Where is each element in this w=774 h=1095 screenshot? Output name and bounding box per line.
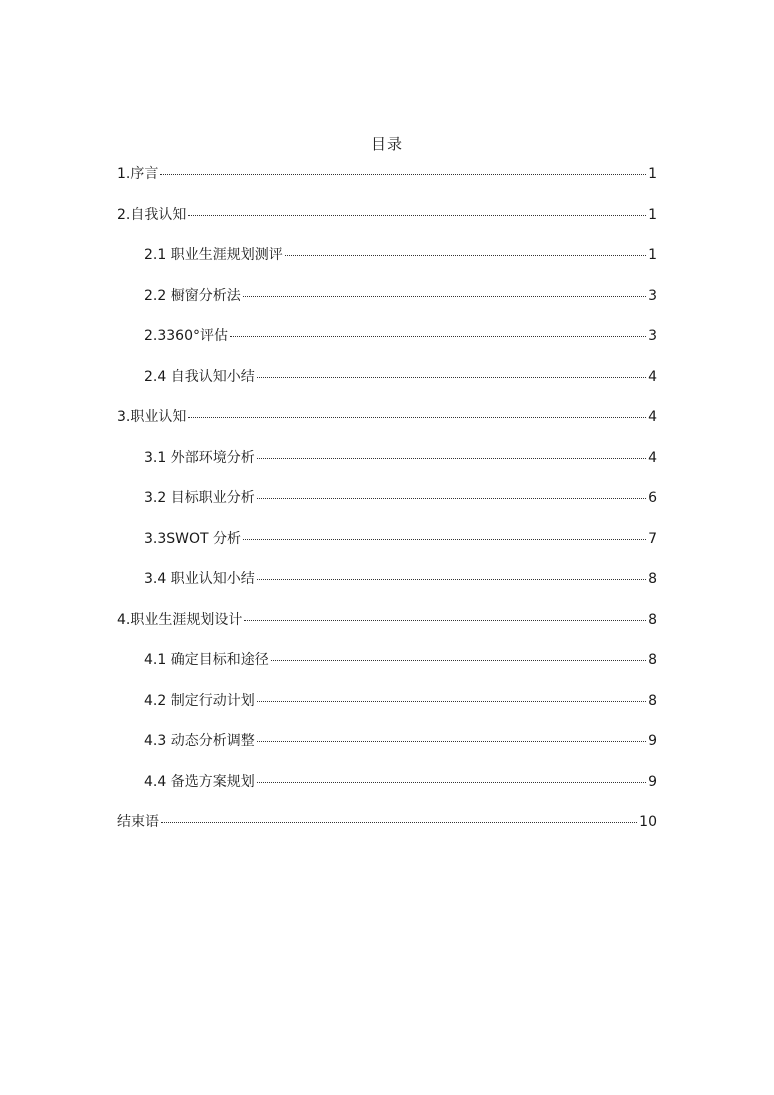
toc-entry-page: 7 [648, 530, 657, 547]
toc-entry-page: 10 [639, 814, 657, 830]
toc-entry-label: 2.4 自我认知小结 [144, 368, 255, 385]
toc-entry-page: 4 [648, 409, 657, 425]
toc-dot-leader [257, 741, 646, 742]
toc-entry-label: 4.1 确定目标和途径 [144, 652, 269, 668]
toc-entry-label: 3.1 外部环境分析 [144, 449, 255, 466]
toc-entry[interactable] [117, 648, 657, 689]
toc-dot-leader [188, 417, 646, 418]
toc-entry-label: 1.序言 [117, 166, 159, 182]
toc-dot-leader [188, 215, 646, 216]
toc-entry-page: 9 [648, 773, 657, 790]
toc-entry[interactable] [117, 527, 657, 568]
toc-dot-leader [257, 498, 646, 499]
toc-list [117, 162, 657, 851]
toc-dot-leader [160, 174, 646, 175]
toc-entry-label: 2.2 橱窗分析法 [144, 287, 241, 304]
toc-entry[interactable] [117, 446, 657, 487]
toc-dot-leader [285, 255, 646, 256]
toc-entry-label: 4.3 动态分析调整 [144, 733, 255, 749]
toc-entry-page: 3 [648, 287, 657, 304]
toc-entry[interactable] [117, 243, 657, 284]
toc-entry[interactable] [117, 365, 657, 406]
toc-dot-leader [257, 701, 646, 702]
toc-entry[interactable] [117, 770, 657, 811]
toc-entry-label: 结束语 [117, 814, 159, 830]
toc-title: 目录 [370, 135, 403, 153]
toc-entry[interactable] [117, 486, 657, 527]
toc-dot-leader [257, 377, 646, 378]
toc-entry-page: 6 [648, 490, 657, 506]
toc-dot-leader [257, 579, 646, 580]
toc-entry-label: 2.自我认知 [117, 206, 187, 223]
toc-entry[interactable] [117, 689, 657, 730]
toc-entry-page: 8 [648, 571, 657, 587]
toc-entry-label: 3.职业认知 [117, 409, 187, 425]
toc-entry[interactable] [117, 810, 657, 851]
toc-entry-page: 4 [648, 368, 657, 385]
toc-entry-label: 2.3360°评估 [144, 328, 228, 344]
toc-entry[interactable] [117, 567, 657, 608]
toc-dot-leader [230, 336, 646, 337]
toc-entry[interactable] [117, 405, 657, 446]
toc-entry[interactable] [117, 608, 657, 649]
toc-entry[interactable] [117, 162, 657, 203]
toc-entry-page: 9 [648, 733, 657, 749]
toc-dot-leader [243, 539, 646, 540]
toc-entry-page: 4 [648, 449, 657, 466]
toc-dot-leader [257, 782, 646, 783]
toc-dot-leader [243, 296, 646, 297]
toc-entry-page: 1 [648, 247, 657, 263]
toc-entry-label: 3.3SWOT 分析 [144, 530, 242, 547]
toc-entry-page: 8 [648, 692, 657, 709]
toc-entry[interactable] [117, 203, 657, 244]
toc-entry[interactable] [117, 729, 657, 770]
toc-entry-label: 4.2 制定行动计划 [144, 692, 255, 709]
toc-dot-leader [257, 458, 646, 459]
toc-dot-leader [244, 620, 646, 621]
toc-entry[interactable] [117, 284, 657, 325]
toc-entry-page: 1 [648, 206, 657, 223]
toc-entry-label: 3.2 目标职业分析 [144, 490, 255, 506]
toc-dot-leader [161, 822, 637, 823]
toc-entry-label: 2.1 职业生涯规划测评 [144, 247, 283, 263]
toc-entry-label: 4.4 备选方案规划 [144, 773, 255, 790]
toc-entry-label: 3.4 职业认知小结 [144, 571, 255, 587]
toc-entry-page: 3 [648, 328, 657, 344]
toc-entry[interactable] [117, 324, 657, 365]
toc-entry-label: 4.职业生涯规划设计 [117, 611, 243, 628]
toc-entry-page: 8 [648, 611, 657, 628]
toc-entry-page: 8 [648, 652, 657, 668]
toc-entry-page: 1 [648, 166, 657, 182]
toc-dot-leader [271, 660, 646, 661]
